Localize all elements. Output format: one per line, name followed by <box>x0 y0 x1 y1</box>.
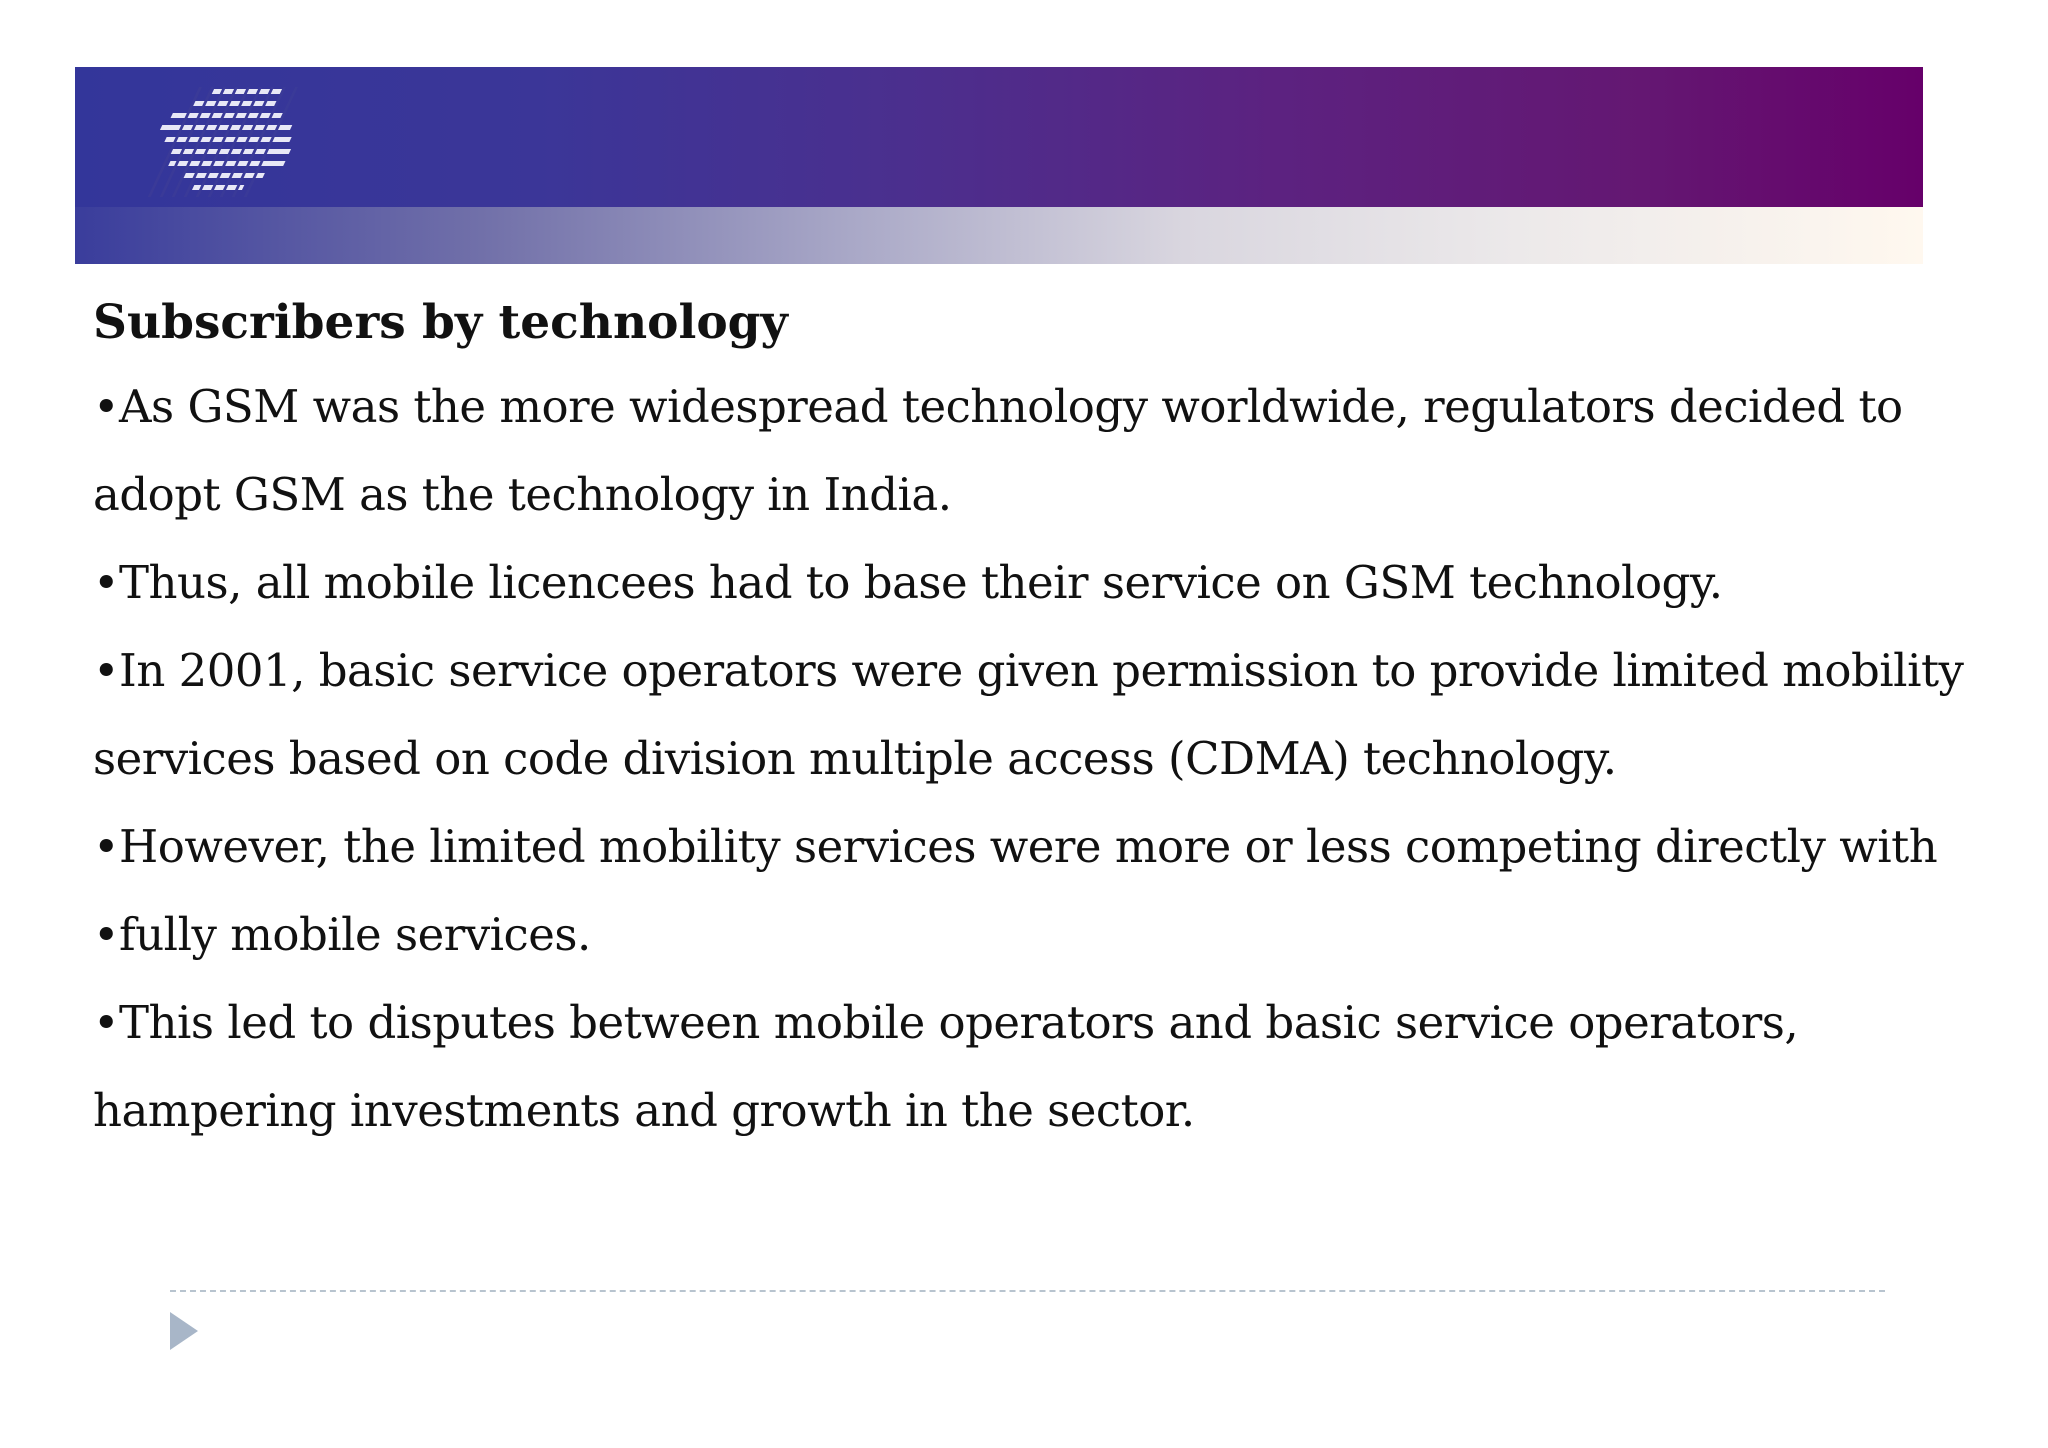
banner-gradient-top <box>75 67 1923 207</box>
body-line-8: •This led to disputes between mobile operators and basic service operators, <box>93 996 1799 1049</box>
header-banner <box>75 67 1923 264</box>
body-line-5: services based on code division multiple access (CDMA) technology. <box>93 732 1617 785</box>
body-line-9: hampering investments and growth in the sector. <box>93 1084 1195 1137</box>
slide-heading: Subscribers by technology <box>93 295 788 350</box>
triangle-right-icon <box>170 1312 198 1350</box>
footer-divider <box>170 1290 1885 1292</box>
body-line-2: adopt GSM as the technology in India. <box>93 468 952 521</box>
body-line-1: •As GSM was the more widespread technology worldwide, regulators decided to <box>93 380 1903 433</box>
slide-content <box>93 283 1964 1155</box>
body-line-4: •In 2001, basic service operators were given permission to provide limited mobility <box>93 644 1964 697</box>
body-line-6: •However, the limited mobility services were more or less competing directly with <box>93 820 1938 873</box>
body-line-3: •Thus, all mobile licencees had to base their service on GSM technology. <box>93 556 1723 609</box>
banner-gradient-bottom <box>75 207 1923 264</box>
striped-logo-icon <box>105 87 335 197</box>
body-line-7: •fully mobile services. <box>93 908 591 961</box>
